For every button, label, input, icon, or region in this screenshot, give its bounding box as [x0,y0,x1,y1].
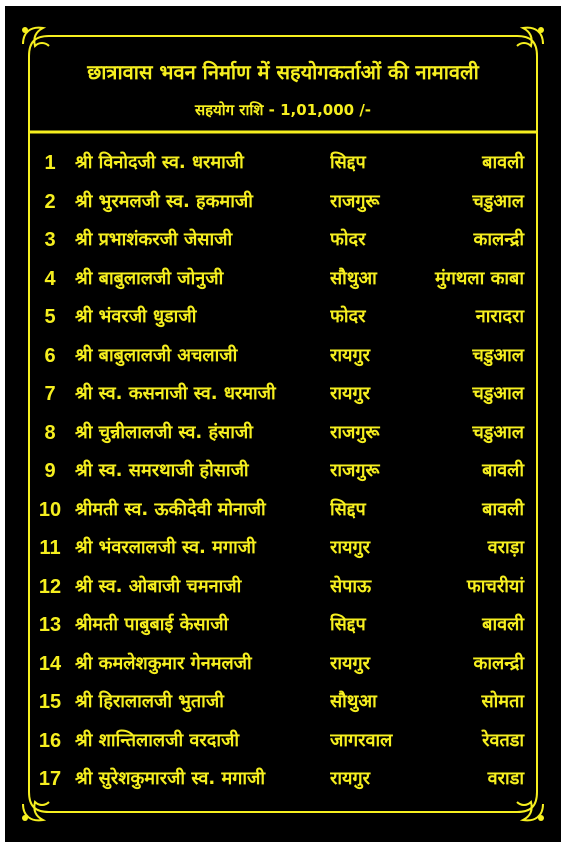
donor-village: फोदर [330,229,366,250]
donor-row [5,342,561,381]
donor-row [5,226,561,265]
row-number: 15 [38,691,62,713]
donor-name: श्री कमलेशकुमार गेनमलजी [75,652,252,674]
donor-village: रायगुर [330,383,370,404]
donor-name: श्री विनोदजी स्व. धरमाजी [75,152,244,173]
row-number: 8 [44,421,56,444]
row-number: 3 [44,229,56,251]
donor-town: कालन्द्री [473,229,524,250]
donor-row [5,496,561,535]
donor-name: श्री स्व. समरथाजी होसाजी [75,460,249,481]
donor-village: सिद्दप [330,498,366,520]
donor-village: सिद्दप [330,152,366,173]
donor-town: चडुआल [472,383,524,404]
donor-village: सौथुआ [330,267,377,289]
donor-plaque [5,6,561,842]
donor-town: फाचरीयां [466,575,524,597]
donor-village: सौथुआ [330,691,377,712]
donor-town: वराड़ा [487,537,524,558]
row-number: 13 [38,614,62,636]
row-number: 4 [44,267,56,290]
donor-village: जागरवाल [330,729,393,751]
donor-town: चडुआल [472,421,524,443]
donor-row [5,303,561,342]
donor-row [5,380,561,419]
donor-village: राजगुरू [330,190,380,212]
donor-row [5,650,561,689]
plaque-title: छात्रावास भवन निर्माण में सहयोगकर्ताओं की नामावली [87,60,479,84]
donor-village: रायगुर [330,344,370,366]
donor-list [5,149,561,804]
donor-town: कालन्द्री [473,652,524,674]
donor-row [5,188,561,227]
donor-name: श्री प्रभाशंकरजी जेसाजी [75,229,233,250]
donor-name: श्री बाबुलालजी जोनुजी [75,267,224,289]
donor-row [5,611,561,650]
donor-town: बावली [482,498,524,520]
donor-village: राजगुरू [330,421,380,443]
donor-name: श्रीमती स्व. ऊकीदेवी मोनाजी [75,498,266,520]
donor-village: सेपाऊ [330,575,372,597]
donor-name: श्री सुरेशकुमारजी स्व. मगाजी [75,768,266,789]
donor-town: सोमता [481,691,524,712]
donor-village: सिद्दप [330,614,366,635]
donor-row [5,765,561,804]
row-number: 17 [38,768,62,790]
donor-name: श्री भंवरजी धुडाजी [75,306,197,327]
donor-name: श्री बाबुलालजी अचलाजी [75,344,238,366]
row-number: 5 [44,306,56,328]
row-number: 6 [44,344,56,367]
donor-row [5,419,561,458]
donor-town: बावली [482,460,524,481]
donor-row [5,534,561,573]
donor-name: श्री भुरमलजी स्व. हकमाजी [75,190,253,212]
donor-name: श्री शान्तिलालजी वरदाजी [75,729,240,751]
donor-town: मुंगथला काबा [435,267,524,289]
donor-name: श्री हिरालालजी भुताजी [75,691,224,712]
row-number: 9 [44,460,56,482]
donor-village: फोदर [330,306,366,327]
row-number: 16 [38,729,62,752]
donor-town: बावली [482,152,524,173]
donor-row [5,149,561,188]
row-number: 12 [38,575,62,598]
row-number: 10 [38,498,62,521]
row-number: 14 [38,652,62,675]
donor-town: चडुआल [472,190,524,212]
donor-name: श्री चुन्नीलालजी स्व. हंसाजी [75,421,253,443]
donor-row [5,688,561,727]
donor-row [5,727,561,766]
donor-name: श्रीमती पाबुबाई केसाजी [75,614,229,635]
donor-town: चडुआल [472,344,524,366]
plaque-subtitle: सहयोग राशि - 1,01,000 /- [194,101,372,119]
donor-village: रायगुर [330,652,370,674]
donor-row [5,265,561,304]
donor-row [5,457,561,496]
donor-name: श्री स्व. ओबाजी चमनाजी [75,575,242,597]
row-number: 2 [44,190,56,213]
row-number: 11 [39,537,61,559]
donor-town: वराडा [487,768,524,789]
donor-village: राजगुरू [330,460,380,481]
row-number: 1 [44,152,56,174]
donor-town: रेवतडा [482,729,524,751]
donor-name: श्री भंवरलालजी स्व. मगाजी [75,537,256,558]
row-number: 7 [44,383,56,405]
donor-name: श्री स्व. कसनाजी स्व. धरमाजी [75,383,276,404]
donor-village: रायगुर [330,768,370,789]
donor-village: रायगुर [330,537,370,558]
donor-town: नारादरा [475,306,524,327]
donor-row [5,573,561,612]
donor-town: बावली [482,614,524,635]
